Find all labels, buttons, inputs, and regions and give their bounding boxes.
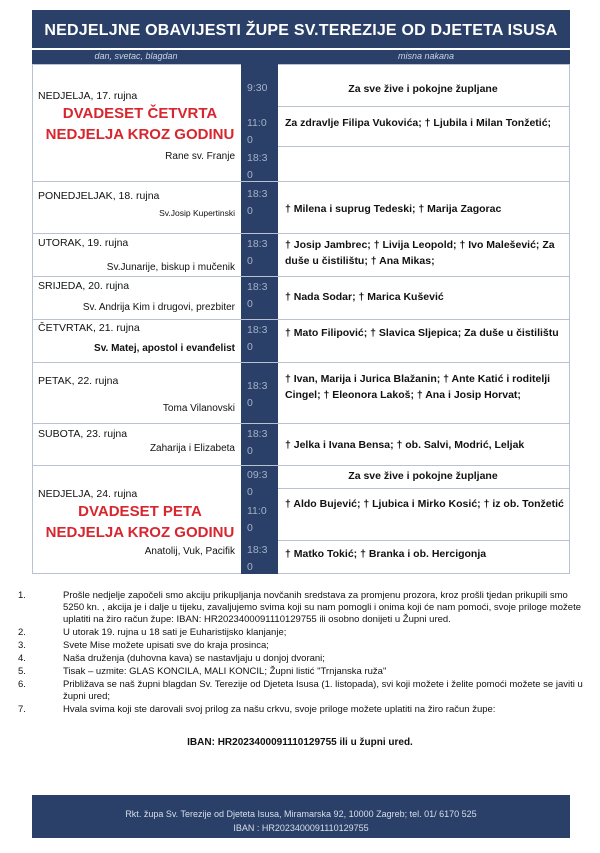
announcement-number: 2. [18, 627, 26, 638]
mass-intention: Za sve žive i pokojne župljane [348, 470, 498, 482]
bulletin-title: NEDJELJNE OBAVIJESTI ŽUPE SV.TEREZIJE OD DJETETA ISUSA [32, 10, 570, 48]
mass-intention: † Aldo Bujević; † Ljubica i Mirko Kosić; † iz ob. Tonžetić [285, 498, 564, 510]
announcement-number: 4. [18, 653, 26, 664]
day-label: SUBOTA, 23. rujna [38, 428, 128, 440]
announcement-text: Hvala svima koji ste darovali svoj prilog za našu crkvu, svoje priloge možete uplatiti na žiro račun župe: [63, 704, 496, 715]
announcement-number: 3. [18, 640, 26, 651]
mass-time: 18:3 0 [247, 324, 268, 353]
footer-bar [32, 795, 570, 838]
mass-time: 09:3 0 [247, 469, 268, 498]
announcement-text: U utorak 19. rujna u 18 sati je Euharistijsko klanjanje; [63, 627, 287, 638]
sunday-title-line: NEDJELJA KROZ GODINU [45, 524, 235, 541]
mass-time: 11:0 0 [247, 505, 267, 534]
announcements-list [18, 590, 583, 717]
mass-time: 18:3 0 [247, 428, 268, 457]
day-label: SRIJEDA, 20. rujna [38, 280, 130, 292]
saint-label: Sv. Andrija Kim i drugovi, prezbiter [82, 302, 235, 313]
footer-iban: IBAN : HR2023400091110129755 [233, 823, 369, 833]
mass-time: 11:0 0 [247, 117, 267, 146]
saint-label: Rane sv. Franje [165, 151, 235, 162]
announcement-text: Približava se naš župni blagdan Sv. Terezije od Djeteta Isusa (1. listopada), svi koji možete i želite pomoći možete se javiti u župni ured; [63, 679, 583, 702]
sunday-title-line: NEDJELJA KROZ GODINU [45, 126, 235, 143]
mass-time: 18:3 0 [247, 544, 268, 573]
column-header-bar [32, 50, 570, 64]
iban-line: IBAN: HR2023400091110129755 ili u župni ured. [187, 737, 413, 748]
column-header-intention: misna nakana [397, 51, 455, 61]
mass-time: 18:3 0 [247, 380, 268, 409]
mass-intention: Za zdravlje Filipa Vukovića; † Ljubila i Milan Tonžetić; [285, 117, 552, 129]
day-label: NEDJELJA, 17. rujna [38, 90, 138, 102]
announcement-item [18, 640, 583, 652]
mass-time: 18:3 0 [247, 188, 268, 217]
mass-intention: † Matko Tokić; † Branka i ob. Hercigonja [285, 548, 487, 560]
row-divider [278, 146, 570, 147]
mass-time: 9:30 [247, 82, 268, 94]
sunday-title [40, 501, 240, 543]
announcement-text: Svete Mise možete upisati sve do kraja prosinca; [63, 640, 269, 651]
announcement-item [18, 666, 583, 678]
sunday-title [40, 103, 240, 145]
announcement-number: 5. [18, 666, 26, 677]
announcement-text: Prošle nedjelje započeli smo akciju prikupljanja novčanih sredstava za promjenu prozora, kroz prošli tjedan prikupili smo 5250 kn. , akcija je i dalje u tijeku, zavaljujemo svima koji su nam pomogli i onima koji će nam pomoći, svoje priloge možete uplatiti na žiro račun župe: IBAN: HR2023400091110129755 ili osobno donijeti u Župni ured. [63, 590, 581, 625]
sunday-title-line: DVADESET PETA [78, 503, 202, 520]
announcement-item [18, 679, 583, 703]
announcement-item [18, 704, 583, 716]
sunday-title-line: DVADESET ČETVRTA [62, 105, 218, 122]
footer-address: Rkt. župa Sv. Terezije od Djeteta Isusa, Miramarska 92, 10000 Zagreb; tel. 01/ 6170 525 [125, 809, 477, 819]
saint-label: Zaharija i Elizabeta [149, 443, 235, 454]
day-label: UTORAK, 19. rujna [38, 237, 129, 249]
column-header-day: dan, svetac, blagdan [94, 51, 178, 61]
mass-time: 18:3 0 [247, 152, 268, 181]
row-divider [278, 488, 570, 489]
mass-intention: † Jelka i Ivana Bensa; † ob. Salvi, Modrić, Leljak [285, 439, 525, 451]
announcement-number: 1. [18, 590, 26, 601]
day-label: PETAK, 22. rujna [38, 375, 119, 387]
day-label: NEDJELJA, 24. rujna [38, 488, 138, 500]
announcement-item [18, 653, 583, 665]
announcement-item [18, 590, 583, 626]
mass-time: 18:3 0 [247, 281, 268, 310]
announcement-number: 7. [18, 704, 26, 715]
announcement-text: Naša druženja (duhovna kava) se nastavljaju u donjoj dvorani; [63, 653, 325, 664]
saint-label: Sv.Josip Kupertinski [159, 208, 235, 218]
mass-time: 18:3 0 [247, 238, 268, 267]
announcement-number: 6. [18, 679, 26, 690]
mass-intention: † Mato Filipović; † Slavica Sljepica; Za duše u čistilištu [285, 327, 559, 339]
mass-intention: † Nada Sodar; † Marica Kušević [285, 291, 444, 303]
day-label: ČETVRTAK, 21. rujna [38, 322, 140, 334]
saint-label: Sv. Matej, apostol i evanđelist [94, 343, 235, 354]
row-divider [278, 540, 570, 541]
announcement-item [18, 627, 583, 639]
mass-intention: † Ivan, Marija i Jurica Blažanin; † Ante Katić i roditelji Cingel; † Eleonora Lakoš; † Ana i Josip Horvat; [285, 373, 551, 401]
announcement-text: Tisak – uzmite: GLAS KONCILA, MALI KONCIL; Župni listić "Trnjanska ruža" [63, 666, 387, 677]
saint-label: Sv.Junarije, biskup i mučenik [106, 262, 235, 273]
mass-intention: Za sve žive i pokojne župljane [348, 83, 498, 95]
mass-intention: † Milena i suprug Tedeski; † Marija Zagorac [285, 203, 502, 215]
day-label: PONEDJELJAK, 18. rujna [38, 190, 160, 202]
mass-intention: † Josip Jambrec; † Livija Leopold; † Ivo Malešević; Za duše u čistilištu; † Ana Mikas; [285, 239, 555, 267]
saint-label: Anatolij, Vuk, Pacifik [144, 546, 235, 557]
saint-label: Toma Vilanovski [162, 403, 235, 414]
row-divider [278, 106, 570, 107]
